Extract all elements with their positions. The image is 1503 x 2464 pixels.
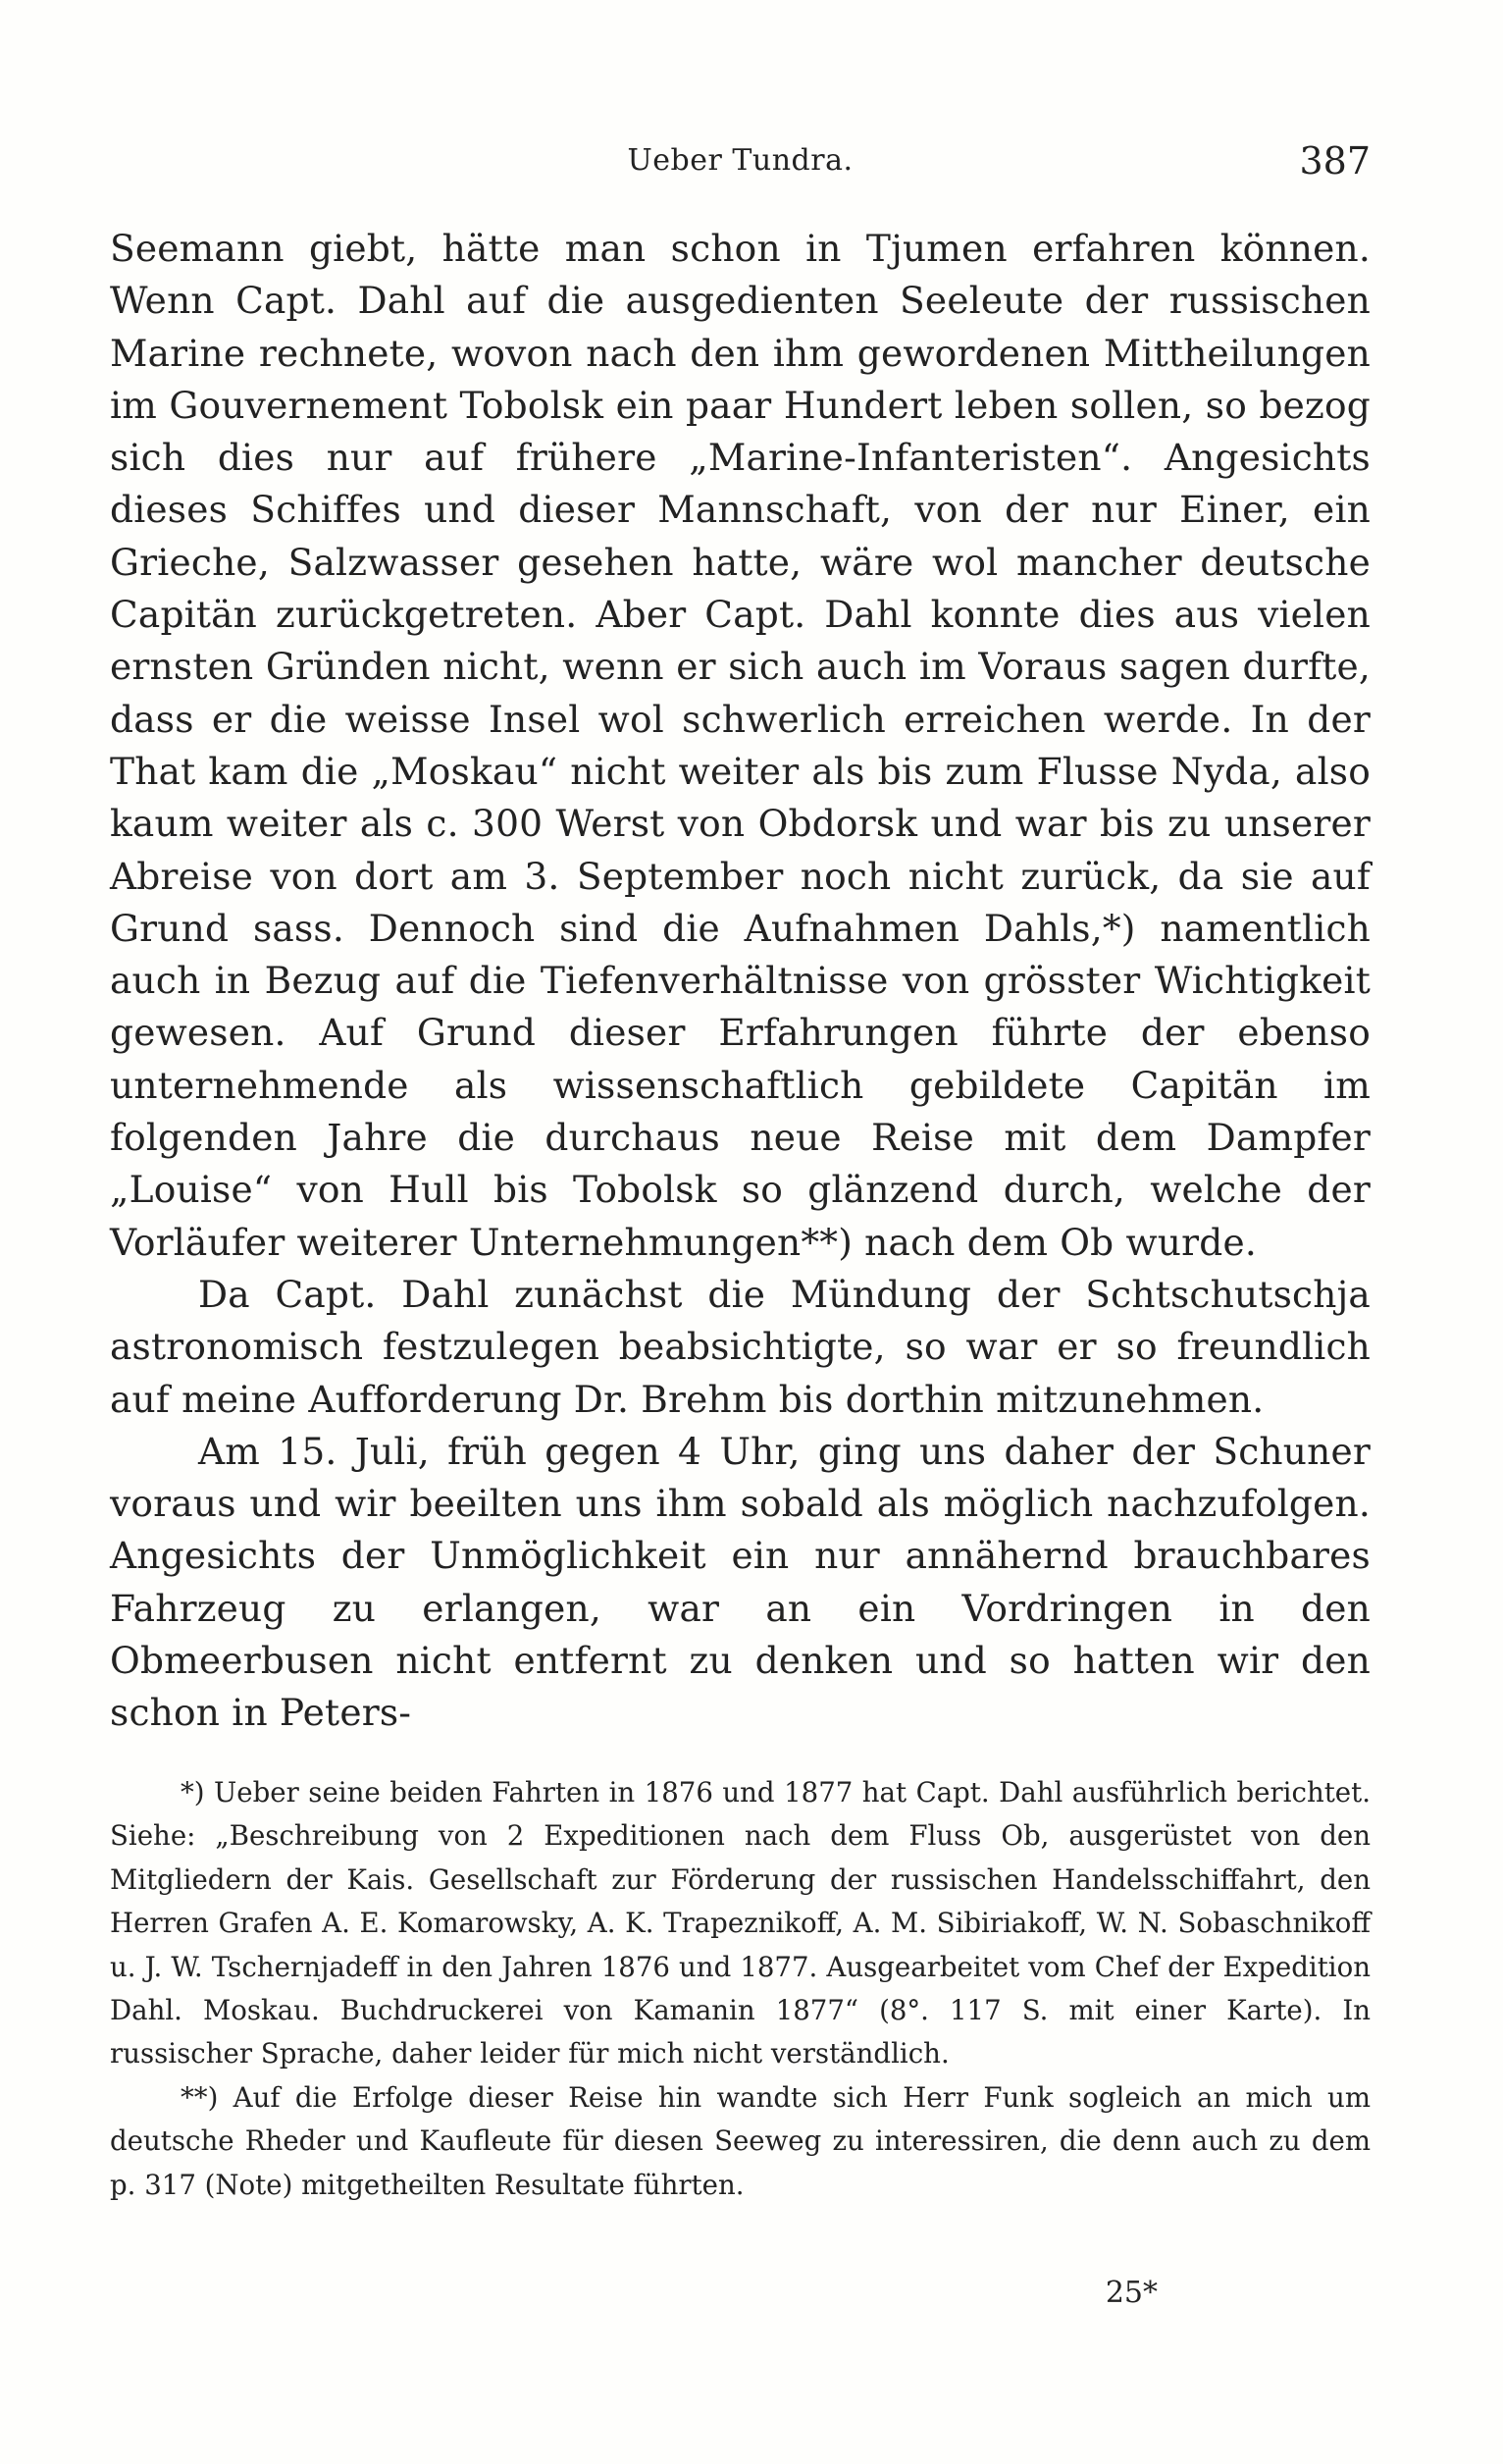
footnotes [110,1771,1371,2207]
page-number: 387 [1299,139,1371,183]
page-header [110,137,1371,184]
paragraph: Am 15. Juli, früh gegen 4 Uhr, ging uns daher der Schuner voraus und wir beeilten uns ihm sobald als möglich nachzufolgen. Angesichts der Unmöglichkeit ein nur annähernd brauchbares Fahrzeug zu erlangen, war an ein Vordringen in den Obmeerbusen nicht entfernt zu denken und so hatten wir den schon in Peters- [110,1429,1371,1735]
printer-signature: 25* [1105,2276,1158,2310]
footnote: **) Auf die Erfolge dieser Reise hin wandte sich Herr Funk sogleich an mich um deutsche Rheder und Kaufleute für diesen Seeweg zu interessiren, die denn auch zu dem p. 317 (Note) mitgetheilten Resultate führten. [110,2080,1371,2201]
body-text [110,223,1371,1740]
paragraph: Da Capt. Dahl zunächst die Mündung der Schtschutschja astronomisch festzulegen beabsichtigte, so war er so freundlich auf meine Aufforderung Dr. Brehm bis dorthin mitzunehmen. [110,1272,1371,1421]
paragraph: Seemann giebt, hätte man schon in Tjumen erfahren können. Wenn Capt. Dahl auf die ausgedienten Seeleute der russischen Marine rechnete, wovon nach den ihm gewordenen Mittheilungen im Gouvernement Tobolsk ein paar Hundert leben sollen, so bezog sich dies nur auf frühere „Marine-Infanteristen“. Angesichts dieses Schiffes und dieser Mannschaft, von der nur Einer, ein Grieche, Salzwasser gesehen hatte, wäre wol mancher deutsche Capitän zurückgetreten. Aber Capt. Dahl konnte dies aus vielen ernsten Gründen nicht, wenn er sich auch im Voraus sagen durfte, dass er die weisse Insel wol schwerlich erreichen werde. In der That kam die „Moskau“ nicht weiter als bis zum Flusse Nyda, also kaum weiter als c. 300 Werst von Obdorsk und war bis zu unserer Abreise von dort am 3. September noch nicht zurück, da sie auf Grund sass. Dennoch sind die Aufnahmen Dahls,*) namentlich auch in Bezug auf die Tiefenverhältnisse von grösster Wichtigkeit gewesen. Auf Grund dieser Erfahrungen führte der ebenso unternehmende als wissenschaftlich gebildete Capitän im folgenden Jahre die durchaus neue Reise mit dem Dampfer „Louise“ von Hull bis Tobolsk so glänzend durch, welche der Vorläufer weiterer Unternehmungen**) nach dem Ob wurde. [110,227,1371,1264]
footnote: *) Ueber seine beiden Fahrten in 1876 und 1877 hat Capt. Dahl ausführlich berichtet. Siehe: „Beschreibung von 2 Expeditionen nach dem Fluss Ob, ausgerüstet von den Mitgliedern der Kais. Gesellschaft zur Förderung der russischen Handelsschiffahrt, den Herren Grafen A. E. Komarowsky, A. K. Trapeznikoff, A. M. Sibiriakoff, W. N. Sobaschnikoff u. J. W. Tschernjadeff in den Jahren 1876 und 1877. Ausgearbeitet vom Chef der Expedition Dahl. Moskau. Buchdruckerei von Kamanin 1877“ (8°. 117 S. mit einer Karte). In russischer Sprache, daher leider für mich nicht verständlich. [110,1776,1371,2071]
running-head: Ueber Tundra. [627,143,854,178]
